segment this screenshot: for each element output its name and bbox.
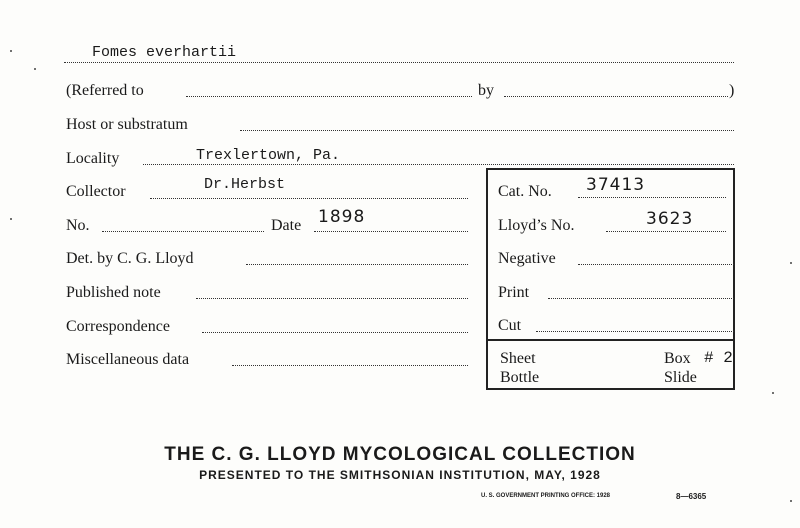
no-line bbox=[102, 231, 264, 232]
negative-line bbox=[578, 264, 734, 265]
date-label: Date bbox=[271, 217, 302, 234]
by-line bbox=[504, 96, 728, 97]
species-line bbox=[64, 62, 734, 63]
misc-line bbox=[232, 365, 468, 366]
scan-speck bbox=[772, 392, 774, 394]
cat-label: Cat. No. bbox=[498, 183, 552, 200]
date-value: 1898 bbox=[318, 207, 366, 227]
collection-subtitle: PRESENTED TO THE SMITHSONIAN INSTITUTION, MAY, 1928 bbox=[199, 468, 601, 482]
box-divider-rule bbox=[486, 339, 735, 341]
bottle-label: Bottle bbox=[500, 369, 540, 386]
det-label: Det. by C. G. Lloyd bbox=[66, 250, 194, 267]
cat-value: 37413 bbox=[586, 175, 646, 195]
lloyd-label: Lloyd’s No. bbox=[498, 217, 575, 234]
sheet-label: Sheet bbox=[500, 350, 536, 367]
print-line bbox=[548, 298, 734, 299]
box-left-rule bbox=[486, 168, 488, 390]
collector-line bbox=[150, 198, 468, 199]
published-line bbox=[196, 298, 468, 299]
host-label: Host or substratum bbox=[66, 116, 188, 133]
referred-line bbox=[186, 96, 472, 97]
print-label: Print bbox=[498, 284, 530, 301]
locality-label: Locality bbox=[66, 150, 120, 167]
no-label: No. bbox=[66, 217, 90, 234]
lloyd-value: 3623 bbox=[646, 209, 694, 229]
close-paren: ) bbox=[729, 82, 735, 99]
misc-label: Miscellaneous data bbox=[66, 351, 190, 368]
printing-office-note: U. S. GOVERNMENT PRINTING OFFICE: 1928 bbox=[481, 493, 611, 499]
published-label: Published note bbox=[66, 284, 161, 301]
collector-value: Dr.Herbst bbox=[204, 176, 286, 193]
scan-speck bbox=[34, 68, 36, 70]
referred-label: (Referred to bbox=[66, 82, 144, 99]
by-label: by bbox=[478, 82, 494, 99]
negative-label: Negative bbox=[498, 250, 556, 267]
correspondence-line bbox=[202, 332, 468, 333]
box-top-rule bbox=[486, 168, 735, 170]
form-number: 8—6365 bbox=[676, 492, 707, 501]
scan-speck bbox=[790, 500, 792, 502]
date-line bbox=[314, 231, 468, 232]
lloyd-line bbox=[606, 231, 726, 232]
species-name: Fomes everhartii bbox=[92, 44, 237, 61]
scan-speck bbox=[10, 218, 12, 220]
collection-title: THE C. G. LLOYD MYCOLOGICAL COLLECTION bbox=[164, 444, 636, 465]
box-right-rule bbox=[733, 168, 735, 390]
cut-label: Cut bbox=[498, 317, 522, 334]
scan-speck bbox=[10, 50, 12, 52]
host-line bbox=[240, 130, 734, 131]
collector-label: Collector bbox=[66, 183, 126, 200]
box-label: Box bbox=[664, 350, 691, 367]
slide-label: Slide bbox=[664, 369, 697, 386]
box-bottom-rule bbox=[486, 388, 735, 390]
box-value: # 2 bbox=[704, 349, 733, 367]
cut-line bbox=[536, 331, 734, 332]
correspondence-label: Correspondence bbox=[66, 318, 170, 335]
locality-value: Trexlertown, Pa. bbox=[196, 147, 341, 164]
scan-speck bbox=[790, 262, 792, 264]
det-line bbox=[246, 264, 468, 265]
cat-line bbox=[578, 197, 726, 198]
